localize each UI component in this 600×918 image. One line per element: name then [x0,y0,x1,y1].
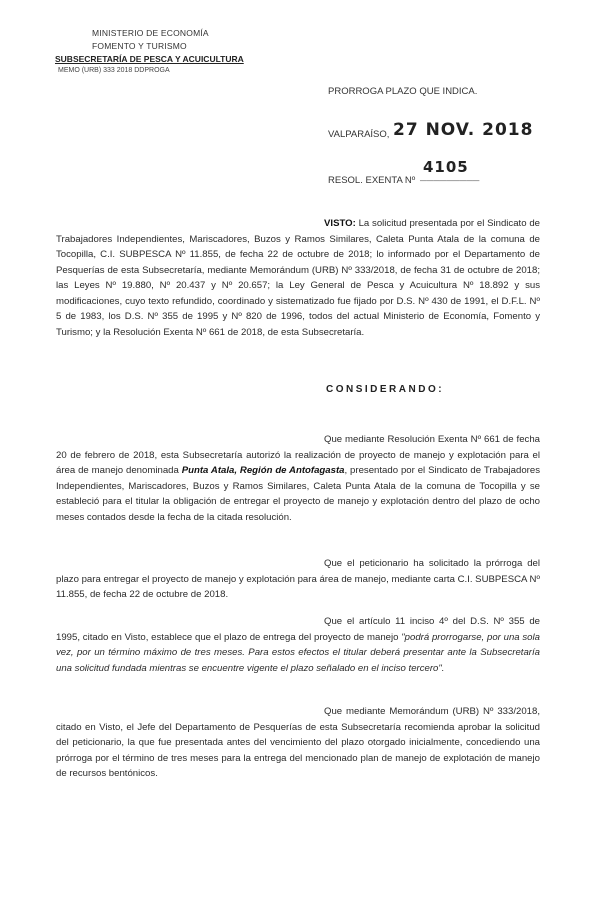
considerando-paragraph-1: Que mediante Resolución Exenta Nº 661 de fecha 20 de febrero de 2018, esta Subsecretaría autorizó la realización de proyecto de manejo y explotación para el área de manejo denominada Punta Atala, Región de Antofagasta, presentado por el Sindicato de Trabajadores Independientes, Mariscadores, Buzos y Ramos Similares, Caleta Punta Atala de la comuna de Tocopilla y se estableció para el titular la obligación de entregar el proyecto de manejo y explotación dentro del plazo de ocho meses contados desde la fecha de la citada resolución. [56,434,540,523]
exenta-label: RESOL. EXENTA Nº [328,175,416,186]
ministry-line-2: FOMENTO Y TURISMO [92,41,187,51]
considerando-paragraph-4: Que mediante Memorándum (URB) Nº 333/2018, citado en Visto, el Jefe del Departamento de Pesquerías de esta Subsecretaría recomienda aprobar la solicitud del peticionario, la que fue presentada antes del vencimiento del plazo otorgado inicialmente, concediendo una prórroga por el término de tres meses para la entrega del mencionado plan de manejo de explotación de manejo de recursos bentónicos. [56,706,540,779]
place-label: VALPARAÍSO, [328,129,390,140]
considerando-paragraph-3: Que el artículo 11 inciso 4º del D.S. Nº 355 de 1995, citado en Visto, establece que el plazo de entrega del proyecto de manejo "podrá prorrogarse, por una sola vez, por un término máximo de tres meses. Para estos efectos el titular deberá presentar ante la Subsecretaría una solicitud fundada mientras se encuentre vigente el plazo señalado en el inciso tercero". [56,616,540,674]
considerando-heading: CONSIDERANDO: [326,384,445,395]
considerando-paragraph-2: Que el peticionario ha solicitado la prórroga del plazo para entregar el proyecto de manejo y explotación para área de manejo, mediante carta C.I. SUBPESCA Nº 11.855, de fecha 22 de octubre de 2018. [56,558,540,600]
resolution-subject: PRORROGA PLAZO QUE INDICA. [328,86,478,97]
ministry-line: MINISTERIO DE ECONOMÍA [92,28,209,38]
subsecretaria-line: SUBSECRETARÍA DE PESCA Y ACUICULTURA [55,54,244,64]
area-name: Punta Atala, Región de Antofagasta [181,465,345,476]
memo-reference: MEMO (URB) 333 2018 DDPROGA [58,67,170,74]
quoted-regulation: "podrá prorrogarse, por una sola vez, por un término máximo de tres meses. Para estos efectos el titular deberá presentar ante la Subsecretaría una solicitud fundada mientras se encuentre vigente el plazo señalado en el inciso tercero". [56,631,540,674]
visto-paragraph [56,216,540,340]
visto-label: VISTO: [324,218,356,229]
exenta-underline: _________ [420,172,480,184]
date-stamp: 27 NOV. 2018 [393,120,534,140]
visto-text: La solicitud presentada por el Sindicato de Trabajadores Independientes, Mariscadores, Buzos y Ramos Similares, Caleta Punta Atala de la comuna de Tocopilla, C.I. SUBPESCA Nº 11.855, de fecha 22 de octubre de 2018; lo informado por el Departamento de Pesquerías de esta Subsecretaría, mediante Memorándum (URB) Nº 333/2018, de fecha 31 de octubre de 2018; las Leyes Nº 19.880, Nº 20.437 y Nº 20.657; la Ley General de Pesca y Acuicultura Nº 18.892 y sus modificaciones, cuyo texto refundido, coordinado y sistematizado fue fijado por D.S. Nº 430 de 1991, el D.F.L. Nº 5 de 1983, los D.S. Nº 355 de 1995 y Nº 820 de 1996, todos del actual Ministerio de Economía, Fomento y Turismo; y la Resolución Exenta Nº 661 de 2018, de esta Subsecretaría. [56,218,540,338]
exenta-number: 4105 [423,158,469,176]
